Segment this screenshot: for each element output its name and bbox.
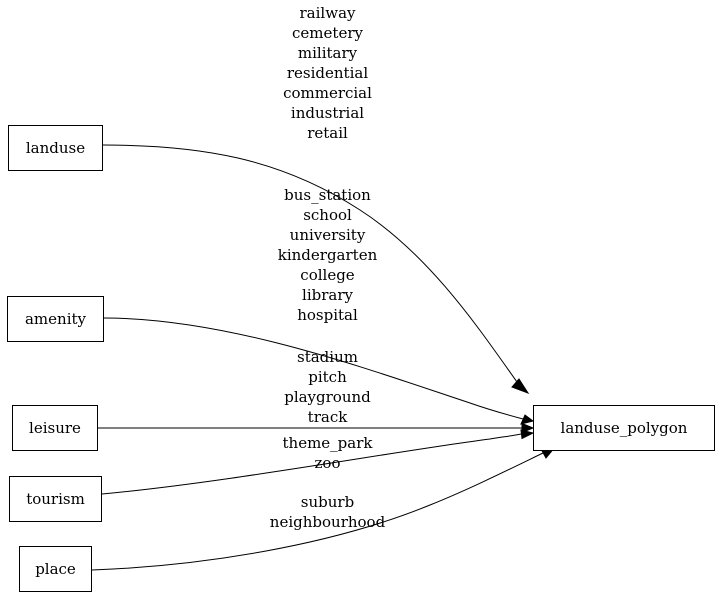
node-place[interactable]: [19, 546, 92, 592]
edge-label: theme_park: [282, 434, 373, 452]
node-landuse-polygon[interactable]: [533, 405, 715, 451]
edge-label: pitch: [308, 368, 347, 386]
edge-labels-amenity: [225, 185, 430, 325]
edge-label: railway: [299, 4, 356, 22]
edge-label: industrial: [290, 104, 365, 122]
edge-label: neighbourhood: [269, 513, 386, 531]
edge-label: college: [300, 266, 355, 284]
edge-label: bus_station: [284, 186, 371, 204]
edge-label: stadium: [297, 348, 358, 366]
node-leisure-label: leisure: [29, 419, 81, 437]
node-landuse-label: landuse: [25, 139, 86, 157]
edge-label: library: [302, 286, 353, 304]
node-landuse-polygon-label: landuse_polygon: [560, 419, 688, 437]
edge-label: hospital: [297, 306, 358, 324]
node-leisure[interactable]: [12, 405, 98, 451]
edge-labels-place: [225, 492, 430, 532]
edge-label: track: [307, 408, 348, 426]
edge-label: school: [303, 206, 352, 224]
edge-label: university: [289, 226, 366, 244]
node-tourism[interactable]: [9, 476, 102, 522]
edge-label: commercial: [283, 84, 372, 102]
edge-label: playground: [284, 388, 371, 406]
edge-labels-tourism: [225, 433, 430, 473]
edge-label: cemetery: [292, 24, 363, 42]
edge-label: military: [297, 44, 358, 62]
node-place-label: place: [35, 560, 76, 578]
edge-label: zoo: [314, 454, 341, 472]
edge-label: retail: [307, 124, 348, 142]
node-landuse[interactable]: [8, 125, 103, 171]
edge-labels-leisure: [225, 347, 430, 427]
edge-labels-landuse: [225, 3, 430, 143]
edge-label: residential: [286, 64, 369, 82]
node-amenity[interactable]: [7, 296, 104, 342]
edge-label: suburb: [300, 493, 355, 511]
node-amenity-label: amenity: [24, 310, 86, 328]
node-tourism-label: tourism: [26, 490, 85, 508]
edge-label: kindergarten: [277, 246, 378, 264]
